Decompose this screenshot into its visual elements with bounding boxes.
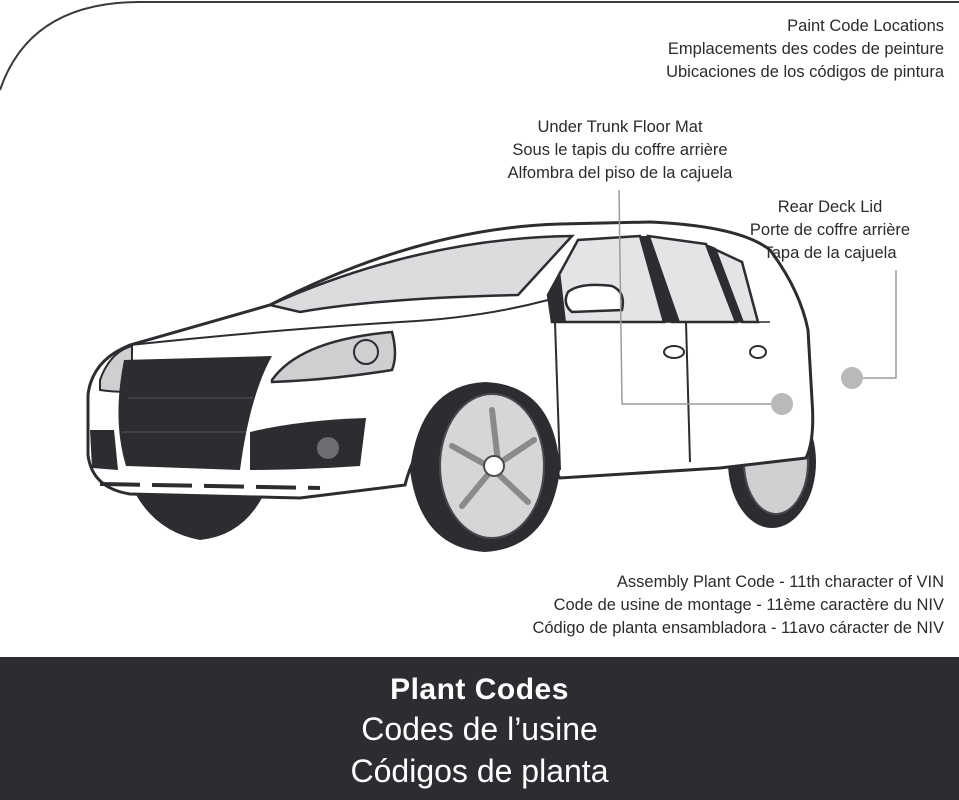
footer-banner (0, 657, 959, 800)
assembly-plant-fr: Code de usine de montage - 11ème caractère du NIV (553, 596, 944, 614)
footer-title-en: Plant Codes (390, 673, 569, 706)
paint-code-locations-es: Ubicaciones de los códigos de pintura (666, 63, 944, 81)
assembly-plant-en: Assembly Plant Code - 11th character of VIN (616, 573, 944, 591)
front-right-wheel (410, 382, 560, 552)
under-trunk-marker (771, 393, 793, 415)
rear-deck-leader (854, 270, 896, 378)
footer-title-es: Códigos de planta (350, 753, 609, 789)
under-trunk-es: Alfombra del piso de la cajuela (507, 164, 733, 182)
rear-deck-marker (841, 367, 863, 389)
paint-code-locations-label (666, 15, 944, 84)
side-mirror (566, 285, 623, 312)
paint-code-locations-fr: Emplacements des codes de peinture (667, 40, 944, 58)
footer-title-fr: Codes de l’usine (361, 711, 598, 747)
rear-deck-fr: Porte de coffre arrière (749, 221, 911, 239)
under-trunk-en: Under Trunk Floor Mat (537, 118, 703, 136)
assembly-plant-code-label (532, 571, 944, 640)
rear-deck-es: Tapa de la cajuela (763, 244, 897, 262)
assembly-plant-es: Código de planta ensambladora - 11avo cáracter de NIV (532, 619, 944, 637)
under-trunk-floor-mat-label (470, 116, 770, 185)
under-trunk-fr: Sous le tapis du coffre arrière (512, 141, 728, 159)
paint-code-locations-en: Paint Code Locations (787, 17, 944, 35)
rear-deck-lid-label (730, 196, 930, 265)
rear-deck-en: Rear Deck Lid (777, 198, 883, 216)
